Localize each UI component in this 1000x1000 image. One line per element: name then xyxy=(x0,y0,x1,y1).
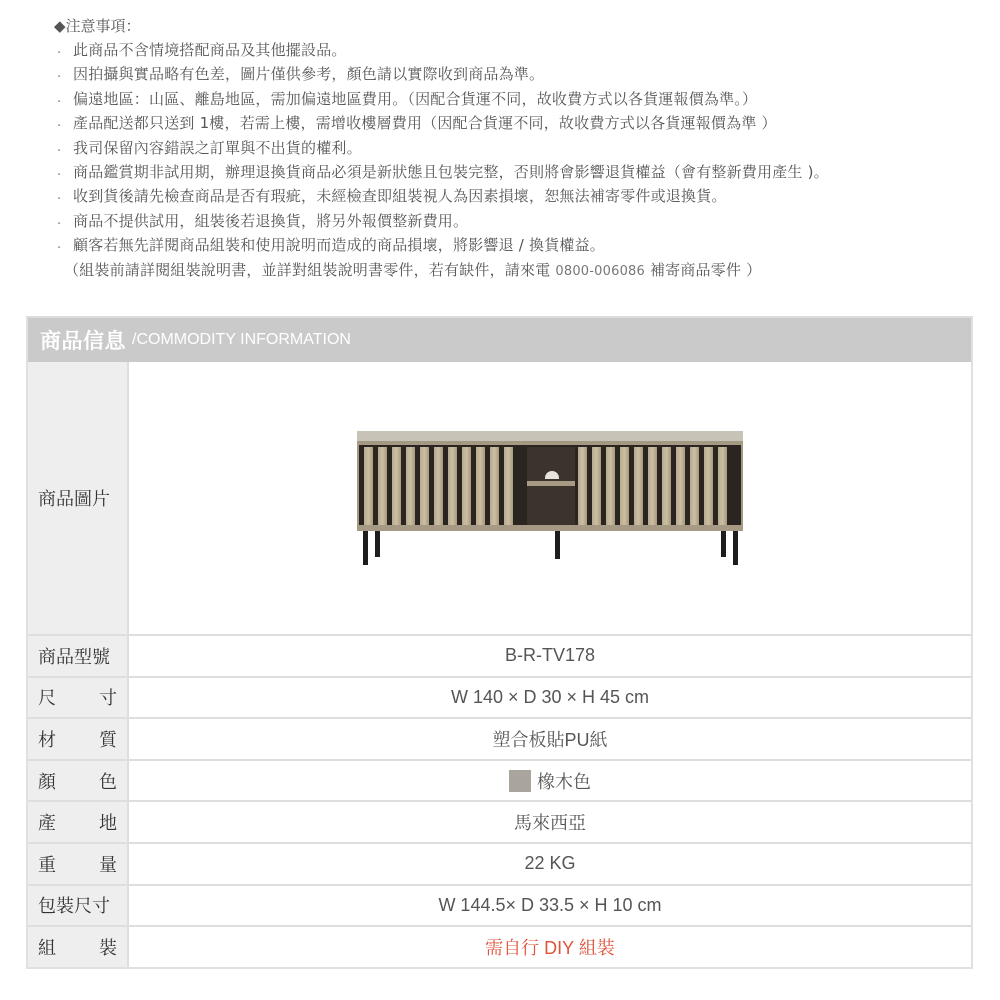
table-row-model xyxy=(28,634,971,676)
bullet-dot-icon: . xyxy=(57,212,62,228)
table-row-material xyxy=(28,717,971,759)
bullet-dot-icon: . xyxy=(57,139,62,155)
row-label: 商品圖片 xyxy=(28,362,129,634)
assembly-required-value: 需自行 DIY 組裝 xyxy=(485,937,615,958)
table-row-color xyxy=(28,759,971,801)
notice-item: . 偏遠地區：山區、離島地區，需加偏遠地區費用。（因配合貨運不同，故收費方式以各貨運報價為準。） xyxy=(54,87,984,111)
assembly-note: （組裝前請詳閱組裝說明書，並詳對組裝說明書零件，若有缺件，請來電 0800-006086 補寄商品零件 ） xyxy=(64,260,762,279)
service-phone: 0800-006086 xyxy=(555,263,645,279)
row-value: 馬來西亞 xyxy=(514,813,586,834)
commodity-info-table xyxy=(26,316,973,969)
product-image-cell xyxy=(129,362,971,634)
bullet-dot-icon: . xyxy=(57,237,62,253)
cabinet-leg xyxy=(721,531,726,557)
bullet-dot-icon: . xyxy=(57,66,62,82)
bullet-dot-icon: . xyxy=(57,163,62,179)
row-label: 商品型號 xyxy=(28,636,129,676)
cabinet-door-left xyxy=(361,447,525,525)
bullet-dot-icon: . xyxy=(57,42,62,57)
notice-item: . 我司保留內容錯誤之訂單與不出貨的權利。 xyxy=(54,136,984,160)
row-label: 顏 色 xyxy=(28,761,129,801)
notice-item: . 商品鑑賞期非試用期，辦理退換貨商品必須是新狀態且包裝完整，否則將會影響退貨權益（會有整新費用產生 )。 xyxy=(54,160,984,184)
table-row-weight xyxy=(28,842,971,884)
table-row-size xyxy=(28,676,971,718)
bullet-dot-icon: . xyxy=(57,188,62,204)
table-row-assembly xyxy=(28,925,971,967)
table-row-package-size xyxy=(28,884,971,926)
notice-title: ◆注意事項： xyxy=(54,17,141,35)
cabinet-leg xyxy=(375,531,380,557)
cabinet-open-shelf xyxy=(527,447,575,525)
row-label: 重 量 xyxy=(28,844,129,884)
table-row-origin xyxy=(28,800,971,842)
row-label: 尺 寸 xyxy=(28,678,129,718)
table-header xyxy=(28,318,971,362)
row-label: 包裝尺寸 xyxy=(28,886,129,926)
notice-item: . 此商品不含情境搭配商品及其他擺設品。 xyxy=(54,38,984,62)
row-label: 組 裝 xyxy=(28,927,129,967)
row-value: B-R-TV178 xyxy=(504,645,596,666)
notice-item: . 顧客若無先詳閱商品組裝和使用說明而造成的商品損壞，將影響退 / 換貨權益。 xyxy=(54,233,984,257)
row-label: 材 質 xyxy=(28,719,129,759)
row-value: W 140 × D 30 × H 45 cm xyxy=(450,686,650,707)
notice-list xyxy=(54,38,984,258)
cabinet-leg xyxy=(555,531,560,559)
row-value: 22 KG xyxy=(524,853,576,874)
notice-section xyxy=(54,14,984,284)
bullet-dot-icon: . xyxy=(57,115,62,131)
notice-item: . 收到貨後請先檢查商品是否有瑕疵，未經檢查即組裝視人為因素損壞，恕無法補寄零件或退換貨。 xyxy=(54,184,984,208)
product-image xyxy=(357,431,743,566)
table-title-zh: 商品信息 xyxy=(40,329,126,353)
row-value: 塑合板貼PU紙 xyxy=(492,729,608,750)
notice-item: . 因拍攝與實品略有色差，圖片僅供參考，顏色請以實際收到商品為準。 xyxy=(54,62,984,86)
row-value: W 144.5× D 33.5 × H 10 cm xyxy=(438,894,662,915)
cabinet-leg xyxy=(363,531,368,565)
color-swatch-icon xyxy=(509,770,531,792)
row-value: 橡木色 xyxy=(129,761,971,801)
table-row-image xyxy=(28,362,971,634)
bullet-dot-icon: . xyxy=(57,90,62,106)
notice-item: . 商品不提供試用，組裝後若退換貨，將另外報價整新費用。 xyxy=(54,209,984,233)
cabinet-door-right xyxy=(575,447,739,525)
cabinet-leg xyxy=(733,531,738,565)
row-label: 產 地 xyxy=(28,802,129,842)
notice-item: . 產品配送都只送到 1樓，若需上樓，需增收樓層費用（因配合貨運不同，故收費方式以各貨運報價為準 ） xyxy=(54,111,984,135)
table-title-en: /COMMODITY INFORMATION xyxy=(132,331,351,348)
